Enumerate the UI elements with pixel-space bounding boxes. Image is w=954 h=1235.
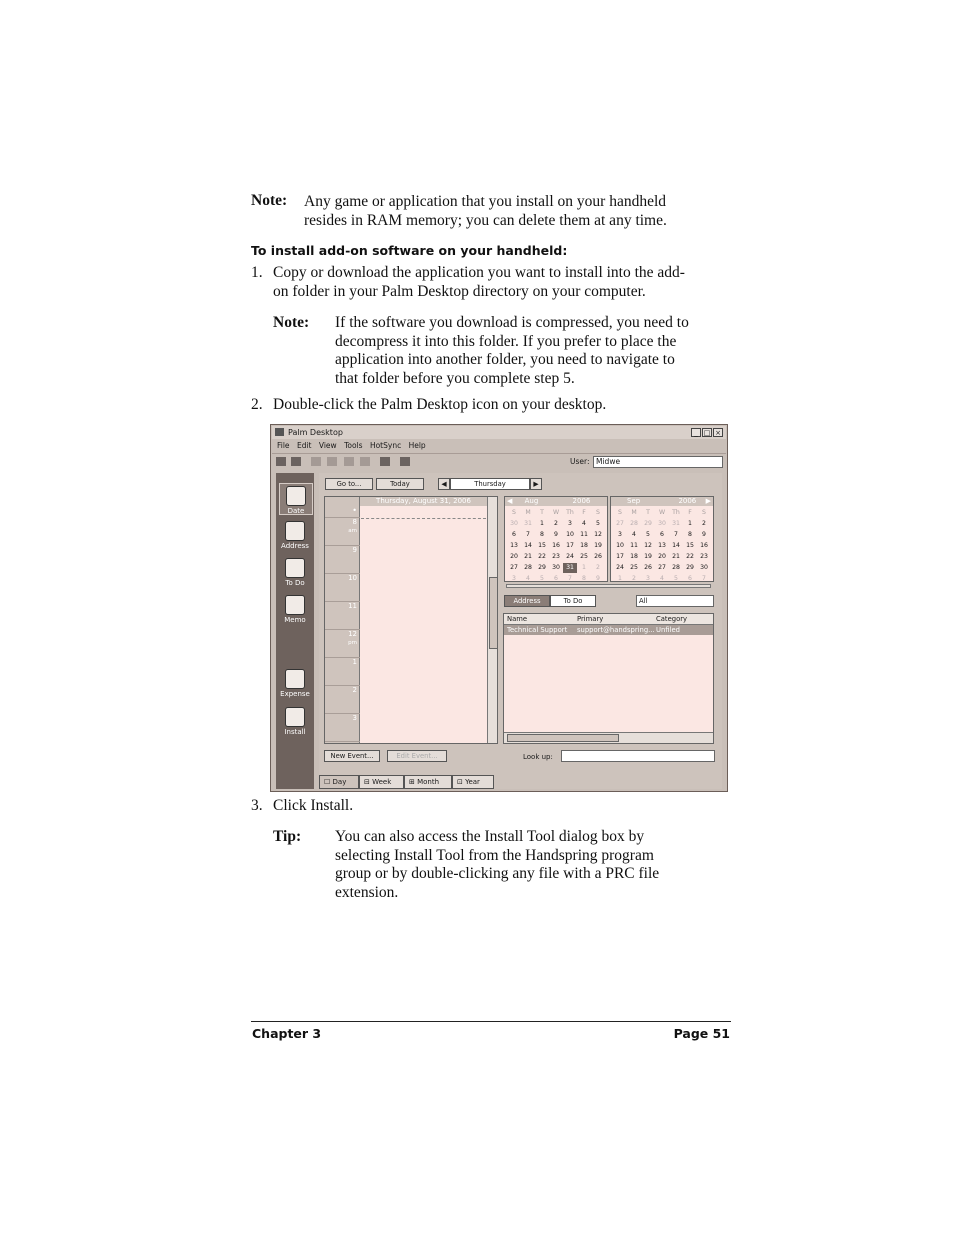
close-icon[interactable]: × bbox=[713, 428, 723, 437]
calendar-day[interactable]: 23 bbox=[552, 553, 560, 560]
day-selector[interactable]: Thursday bbox=[450, 478, 530, 490]
calendar-day[interactable]: 14 bbox=[672, 542, 680, 549]
copy-icon[interactable] bbox=[327, 457, 337, 466]
calendar-day[interactable]: 7 bbox=[526, 531, 530, 538]
note-text-line: If the software you download is compressed, you need to bbox=[335, 314, 689, 331]
calendar-day[interactable]: 25 bbox=[630, 564, 638, 571]
calendar-day[interactable]: 26 bbox=[644, 564, 652, 571]
tab-year[interactable]: ⊡ Year bbox=[452, 775, 494, 789]
note-text-line: resides in RAM memory; you can delete them at any time. bbox=[304, 212, 667, 229]
calendar-day[interactable]: 16 bbox=[700, 542, 708, 549]
list-item-category: Unfiled bbox=[656, 626, 680, 634]
calendar-weekday: M bbox=[525, 509, 531, 516]
sidebar-item-label: Date bbox=[287, 507, 305, 515]
maximize-icon[interactable]: □ bbox=[703, 429, 711, 437]
address-list bbox=[503, 613, 714, 744]
calendar-weekday: S bbox=[702, 509, 706, 516]
calendar-day[interactable]: 8 bbox=[688, 531, 692, 538]
calendar-day[interactable]: 13 bbox=[510, 542, 518, 549]
checklist-icon bbox=[285, 558, 305, 578]
sidebar-item-install[interactable] bbox=[279, 707, 311, 736]
note-text-line: decompress it into this folder. If you prefer to place the bbox=[335, 333, 677, 350]
menu-edit[interactable]: Edit bbox=[296, 441, 312, 450]
column-header[interactable]: Name bbox=[507, 615, 528, 623]
toolbar bbox=[272, 453, 726, 470]
calendar-weekday: F bbox=[582, 509, 586, 516]
calendar-day[interactable]: 31 bbox=[524, 520, 532, 527]
step-number: 3. bbox=[251, 797, 263, 814]
section-heading: To install add-on software on your handheld: bbox=[251, 243, 568, 258]
tab-address[interactable]: Address bbox=[504, 595, 550, 607]
calendar-day[interactable]: 3 bbox=[568, 520, 572, 527]
calendar-weekday: Th bbox=[566, 509, 574, 516]
calendar-day[interactable]: 31 bbox=[563, 563, 577, 573]
minimize-icon[interactable]: _ bbox=[691, 428, 701, 437]
time-column bbox=[325, 497, 360, 743]
menu-help[interactable]: Help bbox=[408, 441, 426, 450]
calendar-day[interactable]: 15 bbox=[538, 542, 546, 549]
goto-button[interactable]: Go to... bbox=[325, 478, 373, 490]
calendar-day[interactable]: 22 bbox=[538, 553, 546, 560]
calendar-icon bbox=[286, 486, 306, 506]
calendar-day[interactable]: 3 bbox=[646, 575, 650, 582]
calendar-day[interactable]: 6 bbox=[688, 575, 692, 582]
sidebar-item-label: Install bbox=[284, 728, 306, 736]
step-text: on folder in your Palm Desktop directory on your computer. bbox=[273, 283, 646, 300]
prev-day-icon[interactable]: ◀ bbox=[438, 478, 450, 490]
calendar-scrollbar[interactable] bbox=[506, 584, 711, 588]
footer-rule bbox=[251, 1021, 731, 1022]
calendar-day[interactable]: 21 bbox=[672, 553, 680, 560]
step-text: Double-click the Palm Desktop icon on your desktop. bbox=[273, 396, 607, 413]
calendar-day[interactable]: 9 bbox=[554, 531, 558, 538]
calendar-day[interactable]: 29 bbox=[686, 564, 694, 571]
calendar-day[interactable]: 21 bbox=[524, 553, 532, 560]
time-slot[interactable]: 12 pm bbox=[325, 630, 360, 658]
calendar-day[interactable]: 1 bbox=[688, 520, 692, 527]
calendar-day[interactable]: 31 bbox=[672, 520, 680, 527]
lookup-input[interactable] bbox=[561, 750, 715, 762]
calendar-day[interactable]: 27 bbox=[510, 564, 518, 571]
time-slot[interactable]: 8 am bbox=[325, 518, 360, 546]
calendar-day[interactable]: 25 bbox=[580, 553, 588, 560]
note-label: Note: bbox=[273, 314, 310, 331]
edit-event-button[interactable]: Edit Event... bbox=[387, 750, 447, 762]
calendar-day[interactable]: 1 bbox=[540, 520, 544, 527]
calendar-day[interactable]: 19 bbox=[594, 542, 602, 549]
calendar-grid[interactable] bbox=[613, 508, 711, 584]
untimed-row: • bbox=[325, 506, 360, 518]
calendar-day[interactable]: 9 bbox=[702, 531, 706, 538]
calendar-day[interactable]: 30 bbox=[700, 564, 708, 571]
window-title: Palm Desktop bbox=[288, 428, 343, 437]
note-label: Note: bbox=[251, 192, 288, 209]
calendar-day[interactable]: 12 bbox=[644, 542, 652, 549]
calendar-day[interactable]: 2 bbox=[702, 520, 706, 527]
paste-icon[interactable] bbox=[344, 457, 354, 466]
calendar-day[interactable]: 8 bbox=[582, 575, 586, 582]
list-scrollbar[interactable] bbox=[504, 732, 713, 743]
new-event-button[interactable]: New Event... bbox=[324, 750, 380, 762]
calendar-day[interactable]: 17 bbox=[616, 553, 624, 560]
app-icon bbox=[275, 428, 284, 436]
palm-desktop-screenshot bbox=[270, 424, 728, 792]
calendar-day[interactable]: 19 bbox=[644, 553, 652, 560]
day-view bbox=[324, 496, 498, 744]
sidebar-item-todo[interactable] bbox=[279, 558, 311, 587]
category-filter-select[interactable]: All bbox=[636, 595, 714, 607]
calendar-day[interactable]: 14 bbox=[524, 542, 532, 549]
menu-view[interactable]: View bbox=[318, 441, 337, 450]
column-header[interactable]: Category bbox=[656, 615, 688, 623]
calendar-day[interactable]: 28 bbox=[524, 564, 532, 571]
tab-todo[interactable]: To Do bbox=[550, 595, 596, 607]
calendar-day[interactable]: 7 bbox=[674, 531, 678, 538]
calendar-day[interactable]: 1 bbox=[582, 564, 586, 571]
calendar-day[interactable]: 6 bbox=[512, 531, 516, 538]
calendar-day[interactable]: 9 bbox=[596, 575, 600, 582]
calendar-day[interactable]: 4 bbox=[632, 531, 636, 538]
sidebar-item-address[interactable] bbox=[279, 521, 311, 550]
calendar-day[interactable]: 2 bbox=[596, 564, 600, 571]
calendar-day[interactable]: 11 bbox=[630, 542, 638, 549]
app-sidebar bbox=[276, 473, 314, 789]
day-header: Thursday, August 31, 2006 bbox=[360, 497, 487, 506]
calendar-day[interactable]: 10 bbox=[616, 542, 624, 549]
tab-week[interactable]: ⊟ Week bbox=[359, 775, 404, 789]
calendar-day[interactable]: 4 bbox=[526, 575, 530, 582]
calendar-day[interactable]: 20 bbox=[658, 553, 666, 560]
step-text: Copy or download the application you want to install into the add- bbox=[273, 264, 685, 281]
calendar-grid[interactable] bbox=[507, 508, 605, 584]
calendar-day[interactable]: 29 bbox=[538, 564, 546, 571]
print-icon[interactable] bbox=[291, 457, 301, 466]
time-slot[interactable]: 10 bbox=[325, 574, 360, 602]
sidebar-item-label: Expense bbox=[280, 690, 310, 698]
footer-page-number: Page 51 bbox=[673, 1026, 730, 1041]
menu-bar bbox=[272, 440, 726, 452]
tip-text-line: group or by double-clicking any file with a PRC file bbox=[335, 865, 660, 882]
calendar-weekday: T bbox=[646, 509, 650, 516]
menu-tools[interactable]: Tools bbox=[344, 441, 363, 450]
calendar-weekday: F bbox=[688, 509, 692, 516]
calendar-day[interactable]: 12 bbox=[594, 531, 602, 538]
undo-icon[interactable] bbox=[360, 457, 370, 466]
sidebar-item-label: Address bbox=[281, 542, 309, 550]
calendar-day[interactable]: 5 bbox=[596, 520, 600, 527]
calendar-header: ◀ Aug 2006 bbox=[505, 497, 607, 506]
sidebar-item-label: To Do bbox=[285, 579, 305, 587]
calendar-day[interactable]: 5 bbox=[540, 575, 544, 582]
calendar-day[interactable]: 22 bbox=[686, 553, 694, 560]
calendar-day[interactable]: 2 bbox=[554, 520, 558, 527]
calendar-day[interactable]: 29 bbox=[644, 520, 652, 527]
calendar-day[interactable]: 20 bbox=[510, 553, 518, 560]
calendar-day[interactable]: 8 bbox=[540, 531, 544, 538]
step-text: Click Install. bbox=[273, 797, 354, 814]
calendar-weekday: S bbox=[618, 509, 622, 516]
today-button[interactable]: Today bbox=[376, 478, 424, 490]
calendar-day[interactable]: 28 bbox=[672, 564, 680, 571]
calendar-day[interactable]: 6 bbox=[660, 531, 664, 538]
calendar-day[interactable]: 23 bbox=[700, 553, 708, 560]
calendar-day[interactable]: 5 bbox=[674, 575, 678, 582]
calendar-weekday: W bbox=[552, 509, 560, 516]
note-text-line: that folder before you complete step 5. bbox=[335, 370, 575, 387]
find-icon[interactable] bbox=[380, 457, 390, 466]
calendar-day[interactable]: 7 bbox=[568, 575, 572, 582]
sidebar-item-label: Memo bbox=[284, 616, 306, 624]
calendar-day[interactable]: 3 bbox=[618, 531, 622, 538]
calendar-day[interactable]: 16 bbox=[552, 542, 560, 549]
expense-icon bbox=[285, 669, 305, 689]
calendar-weekday: T bbox=[540, 509, 544, 516]
list-item[interactable] bbox=[504, 625, 713, 635]
calendar-day[interactable]: 4 bbox=[582, 520, 586, 527]
install-icon bbox=[285, 707, 305, 727]
calendar-weekday: W bbox=[658, 509, 666, 516]
title-bar bbox=[272, 426, 726, 439]
day-scrollbar[interactable] bbox=[487, 497, 497, 743]
calendar-day[interactable]: 11 bbox=[580, 531, 588, 538]
calendar-day[interactable]: 26 bbox=[594, 553, 602, 560]
calendar-day[interactable]: 10 bbox=[566, 531, 574, 538]
column-header[interactable]: Primary bbox=[577, 615, 604, 623]
time-slot[interactable]: 9 bbox=[325, 546, 360, 574]
list-item-name: Technical Support bbox=[507, 626, 568, 634]
time-slot[interactable]: 3 bbox=[325, 714, 360, 742]
calendar-weekday: Th bbox=[672, 509, 680, 516]
memo-icon bbox=[285, 595, 305, 615]
calendar-weekday: M bbox=[631, 509, 637, 516]
phone-icon bbox=[285, 521, 305, 541]
calendar-day[interactable]: 13 bbox=[658, 542, 666, 549]
sidebar-item-expense[interactable] bbox=[279, 669, 311, 698]
calendar-day[interactable]: 30 bbox=[658, 520, 666, 527]
time-slot[interactable]: 11 bbox=[325, 602, 360, 630]
calendar-day[interactable]: 5 bbox=[646, 531, 650, 538]
calendar-day[interactable]: 30 bbox=[552, 564, 560, 571]
calendar-day[interactable]: 27 bbox=[616, 520, 624, 527]
calendar-weekday: S bbox=[596, 509, 600, 516]
tip-text-line: extension. bbox=[335, 884, 399, 901]
step-number: 1. bbox=[251, 264, 263, 281]
calendar-day[interactable]: 24 bbox=[616, 564, 624, 571]
calendar-day[interactable]: 7 bbox=[702, 575, 706, 582]
month-calendar-sep bbox=[610, 496, 714, 582]
tab-day[interactable]: ☐ Day bbox=[319, 775, 359, 789]
tab-month[interactable]: ⊞ Month bbox=[404, 775, 452, 789]
next-day-icon[interactable]: ▶ bbox=[530, 478, 542, 490]
date-book-main bbox=[319, 473, 722, 789]
calendar-header: Sep 2006 ▶ bbox=[611, 497, 713, 506]
tip-text-line: You can also access the Install Tool dialog box by bbox=[335, 828, 645, 845]
user-select[interactable]: Midwe bbox=[593, 456, 723, 468]
month-calendar-aug bbox=[504, 496, 608, 582]
calendar-day[interactable]: 2 bbox=[632, 575, 636, 582]
attach-icon[interactable] bbox=[400, 457, 410, 466]
time-slot[interactable]: 1 bbox=[325, 658, 360, 686]
step-number: 2. bbox=[251, 396, 263, 413]
tip-label: Tip: bbox=[273, 828, 302, 845]
note-text-line: Any game or application that you install on your handheld bbox=[304, 193, 667, 210]
sidebar-item-date[interactable] bbox=[279, 483, 313, 515]
list-header bbox=[504, 614, 713, 625]
calendar-weekday: S bbox=[512, 509, 516, 516]
calendar-day[interactable]: 4 bbox=[660, 575, 664, 582]
tip-text-line: selecting Install Tool from the Handspring program bbox=[335, 847, 654, 864]
calendar-day[interactable]: 27 bbox=[658, 564, 666, 571]
footer-chapter: Chapter 3 bbox=[252, 1026, 322, 1041]
calendar-day[interactable]: 18 bbox=[580, 542, 588, 549]
menu-file[interactable]: File bbox=[277, 441, 290, 450]
calendar-day[interactable]: 17 bbox=[566, 542, 574, 549]
calendar-day[interactable]: 28 bbox=[630, 520, 638, 527]
calendar-day[interactable]: 1 bbox=[618, 575, 622, 582]
calendar-day[interactable]: 24 bbox=[566, 553, 574, 560]
calendar-day[interactable]: 30 bbox=[510, 520, 518, 527]
time-slot[interactable]: 2 bbox=[325, 686, 360, 714]
save-icon[interactable] bbox=[276, 457, 286, 466]
note-text-line: application into another folder, you need to navigate to bbox=[335, 351, 675, 368]
calendar-day[interactable]: 18 bbox=[630, 553, 638, 560]
list-item-primary: support@handspring... bbox=[577, 626, 655, 634]
calendar-day[interactable]: 15 bbox=[686, 542, 694, 549]
calendar-day[interactable]: 6 bbox=[554, 575, 558, 582]
calendar-day[interactable]: 3 bbox=[512, 575, 516, 582]
sidebar-item-memo[interactable] bbox=[279, 595, 311, 624]
lookup-label: Look up: bbox=[523, 753, 553, 761]
cut-icon[interactable] bbox=[311, 457, 321, 466]
user-label: User: bbox=[570, 457, 590, 466]
menu-hotsync[interactable]: HotSync bbox=[369, 441, 402, 450]
